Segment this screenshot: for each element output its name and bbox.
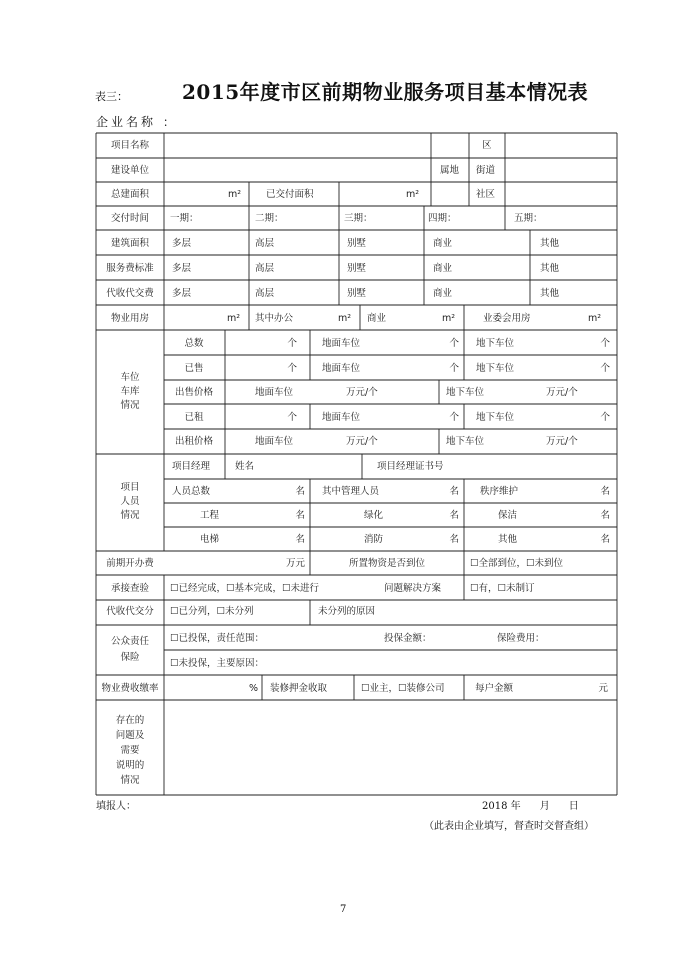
build-unit-label: 建设单位 xyxy=(110,165,150,176)
agency-fee-type-2: 高层 xyxy=(255,288,275,299)
parking-sold-unit-3: 个 xyxy=(600,363,610,374)
startup-fee-unit: 万元 xyxy=(285,558,305,569)
page-number: 7 xyxy=(340,904,347,915)
insured-premium: 保险费用： xyxy=(497,633,545,644)
table-label: 表三： xyxy=(95,90,128,103)
report-date: 2018 年 月 日 xyxy=(482,801,579,812)
filler-label: 填报人： xyxy=(96,801,136,812)
agency-split-label: 代收代交分 xyxy=(106,606,154,617)
delivery-phase-1: 一期： xyxy=(170,213,199,224)
insurance-label-2: 保险 xyxy=(120,652,140,663)
building-area-label: 建筑面积 xyxy=(110,238,150,249)
building-area-type-5: 其他 xyxy=(540,238,560,249)
fee-standard-type-2: 高层 xyxy=(255,263,275,274)
staff-section-label: 项目人员情况 xyxy=(120,482,140,521)
project-name-label: 项目名称 xyxy=(110,140,150,151)
staff-cleaning-label: 保洁 xyxy=(498,510,518,521)
staff-security-label: 秩序维护 xyxy=(480,486,519,497)
parking-rent_price-unit-1: 万元/个 xyxy=(346,436,378,447)
staff-security-unit: 名 xyxy=(600,486,610,497)
property-rooms-unit: m² xyxy=(227,313,241,324)
delivered-area-label: 已交付面积 xyxy=(266,189,314,200)
collection-rate-unit: % xyxy=(248,683,258,694)
startup-fee-label: 前期开办费 xyxy=(106,558,154,569)
office-unit: m² xyxy=(338,313,352,324)
staff-total-unit: 名 xyxy=(295,486,305,497)
manager-cert-label: 项目经理证书号 xyxy=(377,461,444,472)
fee-standard-type-4: 商业 xyxy=(433,263,453,274)
agency-fee-type-4: 商业 xyxy=(433,288,453,299)
acceptance-label: 承接查验 xyxy=(110,583,150,594)
parking-rent_price-ground: 地面车位 xyxy=(255,436,294,447)
parking-section-label: 车位车库情况 xyxy=(120,372,140,411)
footnote: （此表由企业填写，督查时交督查组） xyxy=(424,821,594,832)
supplies-question: 所置物资是否到位 xyxy=(348,558,426,569)
staff-total-label: 人员总数 xyxy=(172,486,211,497)
issues-label-line-5: 情况 xyxy=(120,775,140,786)
commerce-unit: m² xyxy=(442,313,456,324)
parking-sale_price-unit-2: 万元/个 xyxy=(546,387,578,398)
deposit-options: ☐业主，☐装修公司 xyxy=(361,683,445,694)
total-area-label: 总建面积 xyxy=(110,189,150,200)
commerce-label: 商业 xyxy=(367,313,387,324)
building-area-type-3: 别墅 xyxy=(347,238,367,249)
parking-rented-unit-3: 个 xyxy=(600,412,610,423)
parking-sold-label: 已售 xyxy=(184,363,204,374)
parking-rented-unit-2: 个 xyxy=(449,412,459,423)
company-name-label: 企业名称 ： xyxy=(96,115,178,129)
parking-sold-unit-1: 个 xyxy=(287,363,297,374)
parking-sold-underground: 地下车位 xyxy=(476,363,515,374)
parking-sold-ground: 地面车位 xyxy=(322,363,361,374)
fee-standard-type-3: 别墅 xyxy=(347,263,367,274)
agency-split-options: ☐已分列，☐未分列 xyxy=(170,606,254,617)
manager-name-label: 姓名 xyxy=(235,461,255,472)
parking-total-unit-2: 个 xyxy=(449,338,459,349)
issues-label-line-4: 说明的 xyxy=(115,760,145,771)
acceptance-options: ☐已经完成，☐基本完成，☐未进行 xyxy=(170,583,320,594)
office-label: 其中办公 xyxy=(255,313,294,324)
issues-label-line-3: 需要 xyxy=(120,745,140,756)
staff-fire-unit: 名 xyxy=(449,534,459,545)
collection-rate-label: 物业费收缴率 xyxy=(101,683,159,694)
parking-total-unit-1: 个 xyxy=(287,338,297,349)
staff-elevator-label: 电梯 xyxy=(200,534,220,545)
parking-rent_price-unit-2: 万元/个 xyxy=(546,436,578,447)
delivery-phase-2: 二期： xyxy=(255,213,284,224)
insurance-label-1: 公众责任 xyxy=(110,636,150,647)
staff-engineering-unit: 名 xyxy=(295,510,305,521)
not-insured-option: ☐未投保，主要原因： xyxy=(170,658,265,669)
fee-standard-type-5: 其他 xyxy=(540,263,560,274)
building-area-type-4: 商业 xyxy=(433,238,453,249)
staff-greening-label: 绿化 xyxy=(364,510,384,521)
plan-label: 问题解决方案 xyxy=(384,583,442,594)
document-title: 2015年度市区前期物业服务项目基本情况表 xyxy=(182,80,589,104)
parking-sale_price-underground: 地下车位 xyxy=(446,387,485,398)
insured-option: ☐已投保，责任范围： xyxy=(170,633,265,644)
parking-sale_price-ground: 地面车位 xyxy=(255,387,294,398)
fee-standard-type-1: 多层 xyxy=(172,263,192,274)
committee-label: 业委会用房 xyxy=(483,313,531,324)
community-label: 社区 xyxy=(476,189,496,200)
parking-rented-underground: 地下车位 xyxy=(476,412,515,423)
parking-rented-ground: 地面车位 xyxy=(322,412,361,423)
parking-sale_price-unit-1: 万元/个 xyxy=(346,387,378,398)
manager-label: 项目经理 xyxy=(172,461,211,472)
fee-standard-label: 服务费标准 xyxy=(106,263,154,274)
parking-rent_price-label: 出租价格 xyxy=(174,436,214,447)
parking-sale_price-label: 出售价格 xyxy=(174,387,214,398)
staff-greening-unit: 名 xyxy=(449,510,459,521)
delivery-phase-5: 五期： xyxy=(514,213,543,224)
committee-unit: m² xyxy=(588,313,602,324)
staff-cleaning-unit: 名 xyxy=(600,510,610,521)
supplies-options: ☐全部到位，☐未到位 xyxy=(470,558,564,569)
per-house-unit: 元 xyxy=(598,683,608,694)
district-label: 区 xyxy=(482,140,492,151)
agency-fee-type-3: 别墅 xyxy=(347,288,367,299)
parking-rented-label: 已租 xyxy=(184,412,204,423)
property-rooms-label: 物业用房 xyxy=(110,313,150,324)
belongs-label: 属地 xyxy=(440,165,460,176)
parking-total-unit-3: 个 xyxy=(600,338,610,349)
issues-label-line-1: 存在的 xyxy=(115,715,145,726)
staff-mgmt-unit: 名 xyxy=(449,486,459,497)
parking-total-ground: 地面车位 xyxy=(322,338,361,349)
agency-fee-type-1: 多层 xyxy=(172,288,192,299)
parking-rented-unit-1: 个 xyxy=(287,412,297,423)
issues-label-line-2: 问题及 xyxy=(115,730,145,741)
per-house-label: 每户金额 xyxy=(475,683,514,694)
staff-fire-label: 消防 xyxy=(364,534,384,545)
building-area-type-2: 高层 xyxy=(255,238,275,249)
total-area-unit: m² xyxy=(228,189,242,200)
parking-rent_price-underground: 地下车位 xyxy=(446,436,485,447)
delivered-area-unit: m² xyxy=(406,189,420,200)
agency-fee-label: 代收代交费 xyxy=(106,288,154,299)
staff-other-unit: 名 xyxy=(600,534,610,545)
building-area-type-1: 多层 xyxy=(172,238,192,249)
parking-total-underground: 地下车位 xyxy=(476,338,515,349)
delivery-time-label: 交付时间 xyxy=(110,213,150,224)
plan-options: ☐有，☐未制订 xyxy=(470,583,535,594)
parking-sold-unit-2: 个 xyxy=(449,363,459,374)
street-label: 街道 xyxy=(476,165,496,176)
deposit-label: 装修押金收取 xyxy=(270,683,328,694)
staff-elevator-unit: 名 xyxy=(295,534,305,545)
agency-split-reason: 未分列的原因 xyxy=(318,606,376,617)
staff-mgmt-label: 其中管理人员 xyxy=(322,486,380,497)
agency-fee-type-5: 其他 xyxy=(540,288,560,299)
delivery-phase-3: 三期： xyxy=(344,213,373,224)
delivery-phase-4: 四期： xyxy=(428,213,457,224)
staff-other-label: 其他 xyxy=(498,534,518,545)
table-labels xyxy=(101,139,610,786)
staff-engineering-label: 工程 xyxy=(200,510,220,521)
parking-total-label: 总数 xyxy=(184,338,204,349)
insured-amount: 投保金额： xyxy=(384,633,432,644)
